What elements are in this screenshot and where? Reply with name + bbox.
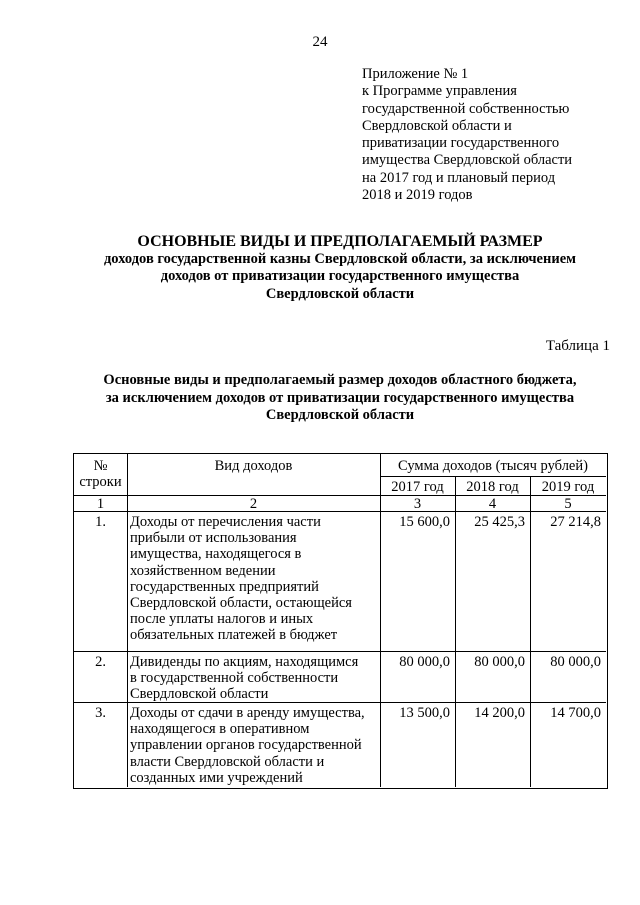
column-number: 5 [564, 496, 572, 512]
value-2018: 25 425,3 [474, 514, 525, 530]
table-row-number: 3. [95, 705, 106, 721]
header-row-number-line: строки [79, 474, 122, 491]
appendix-line: приватизации государственного [362, 135, 560, 152]
appendix-line: на 2017 год и плановый период [362, 169, 556, 186]
description-line: Свердловской области [130, 686, 269, 703]
header-sum: Сумма доходов (тысяч рублей) [398, 458, 588, 474]
description-line: Свердловской области, остающейся [130, 595, 352, 612]
appendix-note [362, 66, 632, 204]
table-grid-line [380, 476, 606, 477]
description-line: обязательных платежей в бюджет [130, 627, 338, 644]
value-2018: 14 200,0 [474, 705, 525, 721]
table-row-number: 2. [95, 654, 106, 670]
column-number: 4 [488, 496, 497, 512]
table-title [40, 372, 640, 425]
description-line: прибыли от использования [130, 530, 297, 547]
table-row-description [130, 705, 380, 786]
title-line: доходов государственной казны Свердловской области, за исключением [103, 250, 577, 267]
page-number: 24 [312, 34, 328, 50]
header-year-2019: 2019 год [541, 479, 595, 495]
header-row-number-line: № [93, 458, 108, 474]
income-table [73, 453, 608, 789]
description-line: в государственной собственности [130, 670, 339, 687]
value-2019: 80 000,0 [550, 654, 601, 670]
title-line: Свердловской области [265, 285, 415, 302]
appendix-line: к Программе управления [362, 83, 517, 100]
appendix-line: Приложение № 1 [362, 66, 469, 82]
column-number: 1 [96, 496, 105, 512]
table-title-line: Свердловской области [265, 407, 415, 423]
appendix-line: имущества Свердловской области [362, 152, 573, 169]
description-line: хозяйственном ведении [130, 562, 276, 579]
description-line: созданных ими учреждений [130, 769, 303, 786]
table-title-line: за исключением доходов от приватизации государственного имущества [105, 389, 575, 406]
table-grid-line [74, 651, 606, 652]
value-2018: 80 000,0 [474, 654, 525, 670]
description-line: Доходы от перечисления части [130, 514, 321, 530]
table-row-description [130, 654, 380, 703]
column-number: 2 [249, 496, 258, 512]
table-row-description [130, 514, 380, 644]
description-line: имущества, находящегося в [130, 546, 302, 563]
header-row-number [74, 458, 127, 490]
title-line: ОСНОВНЫЕ ВИДЫ И ПРЕДПОЛАГАЕМЫЙ РАЗМЕР [137, 233, 543, 250]
value-2017: 80 000,0 [399, 654, 450, 670]
table-label: Таблица 1 [545, 338, 610, 354]
title-line: доходов от приватизации государственного имущества [160, 268, 520, 284]
appendix-line: Свердловской области и [362, 117, 512, 134]
value-2017: 13 500,0 [399, 705, 450, 721]
description-line: власти Свердловской области и [130, 753, 325, 770]
table-row-number: 1. [95, 514, 106, 530]
table-title-line: Основные виды и предполагаемый размер доходов областного бюджета, [103, 372, 577, 388]
document-title [40, 233, 640, 303]
description-line: управлении органов государственной [130, 737, 362, 754]
description-line: Дивиденды по акциям, находящимся [130, 654, 359, 670]
description-line: после уплаты налогов и иных [130, 611, 314, 628]
description-line: Доходы от сдачи в аренду имущества, [130, 705, 365, 721]
header-income-type: Вид доходов [214, 458, 293, 474]
appendix-line: 2018 и 2019 годов [362, 187, 473, 204]
description-line: государственных предприятий [130, 578, 319, 595]
value-2017: 15 600,0 [399, 514, 450, 530]
appendix-line: государственной собственностью [362, 100, 570, 117]
header-year-2018: 2018 год [466, 479, 519, 495]
value-2019: 27 214,8 [550, 514, 601, 530]
header-year-2017: 2017 год [391, 479, 444, 495]
value-2019: 14 700,0 [550, 705, 601, 721]
column-number: 3 [413, 496, 422, 512]
description-line: находящегося в оперативном [130, 721, 310, 738]
